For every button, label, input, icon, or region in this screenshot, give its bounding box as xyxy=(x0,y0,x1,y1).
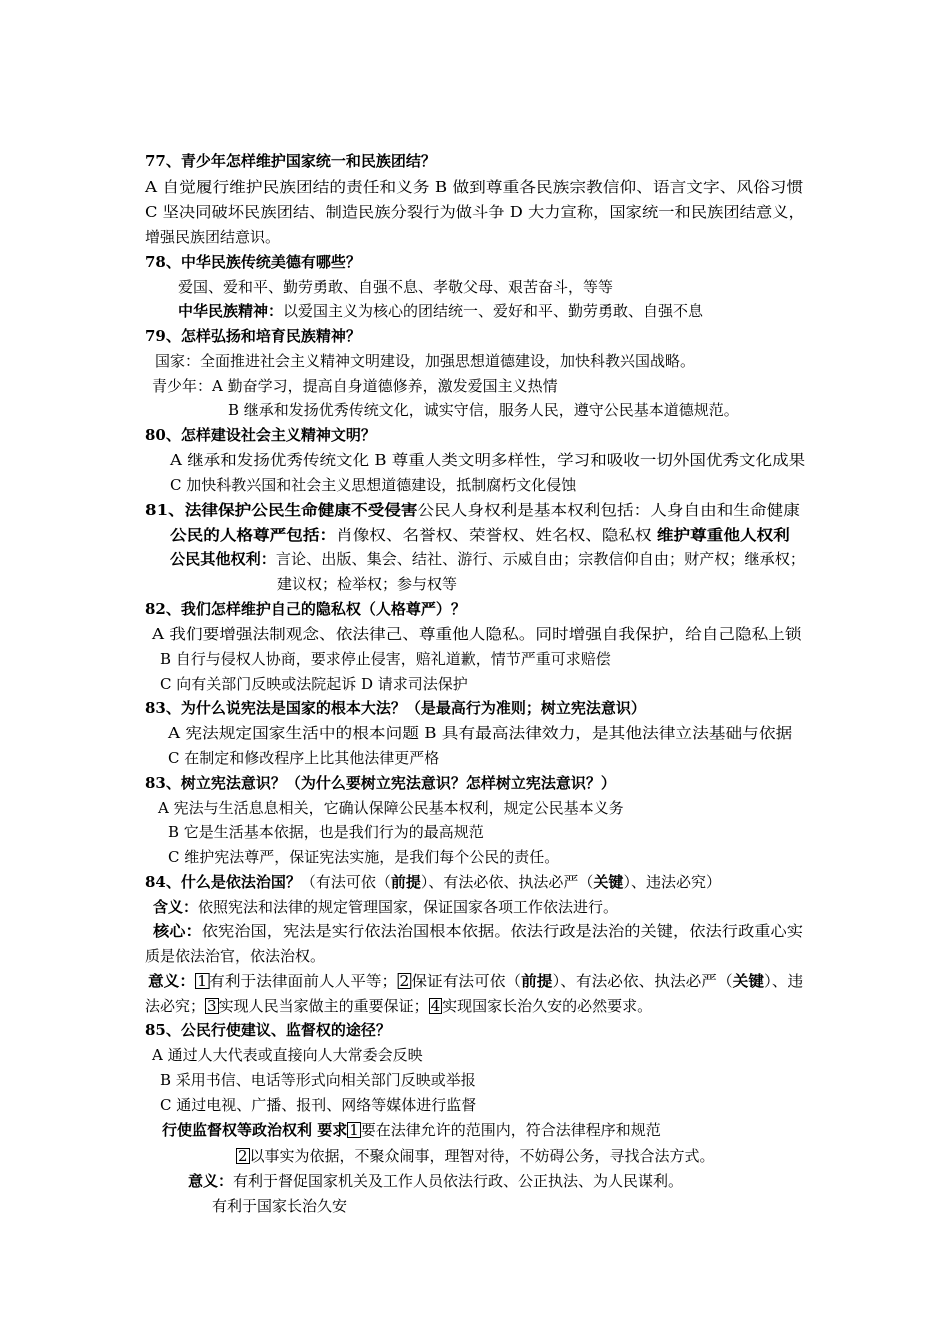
text-span: 有利于督促国家机关及工作人员依法行政、公正执法、为人民谋利。 xyxy=(233,1172,684,1190)
text-line xyxy=(170,476,576,494)
bold-text: 中华民族精神： xyxy=(178,302,284,320)
boxed-number: 4 xyxy=(430,997,441,1015)
bold-text: 意义： xyxy=(148,972,196,990)
boxed-number: 1 xyxy=(195,973,209,989)
text-span: 实现人民当家做主的重要保证； xyxy=(218,997,429,1015)
text-span: 法必究； xyxy=(145,997,206,1015)
text-line xyxy=(145,426,376,444)
bold-text: 85、公民行使建议、监督权的途径？ xyxy=(145,1021,391,1039)
text-span: 质是依法治官，依法治权。 xyxy=(145,947,326,965)
text-line xyxy=(168,749,439,767)
text-line xyxy=(277,575,457,593)
text-span: 增强民族团结意识。 xyxy=(145,228,281,246)
text-line xyxy=(160,675,468,693)
text-line xyxy=(145,152,436,170)
text-line xyxy=(145,327,361,345)
text-line xyxy=(145,873,721,891)
text-line xyxy=(145,774,616,792)
text-line xyxy=(228,401,739,419)
text-span: B 采用书信、电话等形式向相关部门反映或举报 xyxy=(160,1071,476,1089)
text-line xyxy=(168,848,559,866)
text-span: ）、有法必依、执法必严（ xyxy=(420,873,594,891)
boxed-number: 1 xyxy=(349,1121,359,1139)
text-span: （有法可依（ xyxy=(300,873,391,891)
text-line xyxy=(145,699,646,717)
text-span: A 自觉履行维护民族团结的责任和义务 B 做到尊重各民族宗教信仰、语言文字、风俗习惯 xyxy=(145,178,804,196)
text-line xyxy=(152,377,558,395)
bold-text: 82、我们怎样维护自己的隐私权（人格尊严）？ xyxy=(145,600,466,618)
text-line xyxy=(153,898,618,916)
bold-text: 意义： xyxy=(188,1172,234,1190)
text-line xyxy=(155,352,695,370)
text-line xyxy=(152,1046,423,1064)
text-span: A 宪法与生活息息相关，它确认保障公民基本权利，规定公民基本义务 xyxy=(158,799,624,817)
bold-text: 含义： xyxy=(153,898,199,916)
text-line xyxy=(236,1147,715,1165)
text-span: C 坚决同破坏民族团结、制造民族分裂行为做斗争 D 大力宣称，国家统一和民族团结意义， xyxy=(145,203,805,221)
text-line xyxy=(152,625,802,643)
text-span: 依宪治国，宪法是实行依法治国根本依据。依法行政是法治的关键，依法行政重心实 xyxy=(201,922,804,940)
text-span: B 它是生活基本依据，也是我们行为的最高规范 xyxy=(168,823,484,841)
bold-text: 83、为什么说宪法是国家的根本大法？（是最高行为准则；树立宪法意识） xyxy=(145,699,646,717)
text-span: B 继承和发扬优秀传统文化，诚实守信，服务人民，遵守公民基本道德规范。 xyxy=(228,401,739,419)
text-line xyxy=(148,972,803,990)
bold-text: 行使监督权等政治权利 要求 xyxy=(162,1121,348,1139)
bold-text: 关键 xyxy=(732,972,765,990)
text-line xyxy=(145,1021,391,1039)
text-span: C 向有关部门反映或法院起诉 D 请求司法保护 xyxy=(160,675,468,693)
text-span: 公民人身权利是基本权利包括：人身自由和生命健康 xyxy=(417,501,800,519)
text-line xyxy=(162,1121,661,1139)
text-span: 实现国家长治久安的必然要求。 xyxy=(442,997,653,1015)
text-line xyxy=(145,501,800,519)
text-line xyxy=(178,278,613,296)
text-span: ）、违法必究） xyxy=(623,873,721,891)
text-line xyxy=(178,302,703,320)
text-span: 肖像权、名誉权、荣誉权、姓名权、隐私权 xyxy=(336,526,657,544)
text-line xyxy=(158,799,624,817)
bold-text: 77、青少年怎样维护国家统一和民族团结？ xyxy=(145,152,436,170)
bold-text: 78、中华民族传统美德有哪些？ xyxy=(145,253,361,271)
text-line xyxy=(160,1096,476,1114)
text-span: ）、违 xyxy=(764,972,804,990)
text-span: 以爱国主义为核心的团结统一、爱好和平、勤劳勇敢、自强不息 xyxy=(283,302,704,320)
text-line xyxy=(145,203,805,221)
text-line xyxy=(170,550,805,568)
text-line xyxy=(170,526,790,544)
bold-text: 84、什么是依法治国？ xyxy=(145,873,301,891)
text-line xyxy=(153,922,803,940)
bold-text: 79、怎样弘扬和培育民族精神？ xyxy=(145,327,361,345)
text-span: 青少年：A 勤奋学习，提高自身道德修养，激发爱国主义热情 xyxy=(152,377,558,395)
text-span: 依照宪法和法律的规定管理国家，保证国家各项工作依法进行。 xyxy=(198,898,619,916)
text-span: A 继承和发扬优秀传统文化 B 尊重人类文明多样性，学习和吸收一切外国优秀文化成果 xyxy=(170,451,806,469)
text-line xyxy=(145,253,361,271)
text-span: 保证有法可依（ xyxy=(411,972,522,990)
text-span: 有利于国家长治久安 xyxy=(212,1197,348,1215)
text-line xyxy=(212,1197,347,1215)
boxed-number: 2 xyxy=(397,973,411,989)
text-span: B 自行与侵权人协商，要求停止侵害，赔礼道歉，情节严重可求赔偿 xyxy=(160,650,611,668)
text-span: 有利于法律面前人人平等； xyxy=(209,972,398,990)
text-span: A 通过人大代表或直接向人大常委会反映 xyxy=(152,1046,423,1064)
text-line xyxy=(145,997,652,1015)
text-span: C 在制定和修改程序上比其他法律更严格 xyxy=(168,749,440,767)
text-line xyxy=(170,451,805,469)
text-span: 以事实为依据，不聚众闹事，理智对待，不妨碍公务，寻找合法方式。 xyxy=(249,1147,715,1165)
text-span: ）、有法必依、执法必严（ xyxy=(552,972,733,990)
bold-text: 80、怎样建设社会主义精神文明？ xyxy=(145,426,376,444)
text-line xyxy=(145,228,280,246)
boxed-number: 2 xyxy=(238,1147,248,1165)
text-span: 要在法律允许的范围内，符合法律程序和规范 xyxy=(360,1121,661,1139)
text-line xyxy=(168,823,484,841)
bold-text: 公民的人格尊严包括： xyxy=(170,526,337,544)
text-line xyxy=(160,1071,476,1089)
text-line xyxy=(160,650,611,668)
bold-text: 81、法律保护公民生命健康不受侵害 xyxy=(145,501,418,519)
text-span: C 维护宪法尊严，保证宪法实施，是我们每个公民的责任。 xyxy=(168,848,560,866)
text-span: 建议权；检举权；参与权等 xyxy=(277,575,458,593)
text-line xyxy=(188,1172,683,1190)
bold-text: 前提 xyxy=(521,972,553,990)
bold-text: 前提 xyxy=(390,873,421,891)
text-span: C 通过电视、广播、报刊、网络等媒体进行监督 xyxy=(160,1096,477,1114)
bold-text: 维护尊重他人权利 xyxy=(656,526,790,544)
bold-text: 核心： xyxy=(153,922,202,940)
text-span: 爱国、爱和平、勤劳勇敢、自强不息、孝敬父母、艰苦奋斗，等等 xyxy=(178,278,614,296)
bold-text: 关键 xyxy=(593,873,624,891)
text-span: A 宪法规定国家生活中的根本问题 B 具有最高法律效力，是其他法律立法基础与依据 xyxy=(168,724,793,742)
boxed-number: 3 xyxy=(207,997,217,1015)
bold-text: 83、树立宪法意识？（为什么要树立宪法意识？怎样树立宪法意识？） xyxy=(145,774,616,792)
text-span: 言论、出版、集会、结社、游行、示威自由；宗教信仰自由；财产权；继承权； xyxy=(275,550,806,568)
text-line xyxy=(168,724,792,742)
bold-text: 公民其他权利： xyxy=(170,550,276,568)
text-line xyxy=(145,600,466,618)
text-span: C 加快科教兴国和社会主义思想道德建设，抵制腐朽文化侵蚀 xyxy=(170,476,577,494)
text-line xyxy=(145,178,803,196)
text-span: 国家：全面推进社会主义精神文明建设，加强思想道德建设，加快科教兴国战略。 xyxy=(155,352,696,370)
text-span: A 我们要增强法制观念、依法律己、尊重他人隐私。同时增强自我保护，给自己隐私上锁 xyxy=(152,625,802,643)
text-line xyxy=(145,947,325,965)
